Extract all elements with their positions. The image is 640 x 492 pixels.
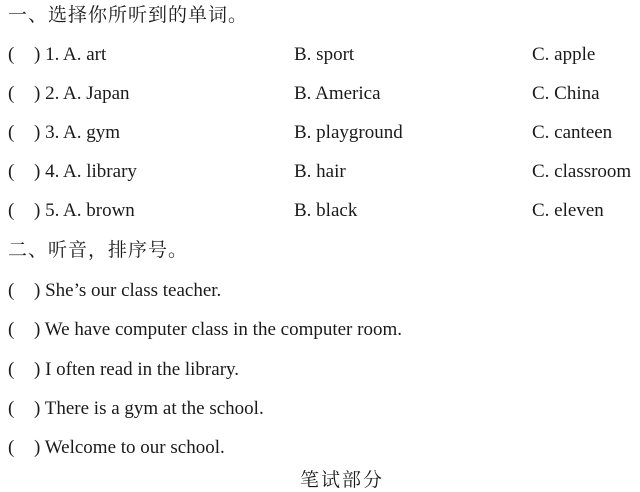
choice-row-4 [8,161,640,183]
choice-row-3 [8,122,640,144]
order-row-2 [8,319,402,341]
choice-row-2-question [8,83,130,105]
answer-blank-close: ) [34,122,41,143]
option-c: C. canteen [532,122,613,143]
answer-blank-close: ) [34,44,41,65]
answer-blank-open: ( [8,319,15,340]
option-a: 5. A. brown [45,200,135,221]
sentence-text: Welcome to our school. [44,437,225,458]
answer-blank-close: ) [34,161,41,182]
answer-blank-close: ) [34,319,41,340]
answer-blank-close: ) [34,280,41,301]
sentence-text: I often read in the library. [45,359,240,380]
choice-row-2 [8,83,640,105]
option-b: B. playground [294,122,403,143]
sentence-text: She’s our class teacher. [45,280,222,301]
answer-blank-close: ) [34,83,41,104]
option-a: 2. A. Japan [45,83,130,104]
sentence-text: There is a gym at the school. [44,398,264,419]
choice-row-3-question [8,122,120,144]
answer-blank-close: ) [34,359,41,380]
option-b: B. America [294,83,381,104]
sentence-text: We have computer class in the computer room. [44,319,402,340]
option-b: B. black [294,200,358,221]
option-c: C. classroom [532,161,632,182]
order-row-5 [8,437,225,459]
order-row-3 [8,359,239,381]
answer-blank-close: ) [34,200,41,221]
option-a: 3. A. gym [45,122,121,143]
section1-heading: 一、选择你所听到的单词。 [8,5,249,26]
answer-blank-open: ( [8,122,15,143]
option-c: C. China [532,83,600,104]
answer-blank-open: ( [8,280,15,301]
option-b: B. sport [294,44,355,65]
written-part-heading: 笔试部分 [300,470,385,491]
choice-row-5-question [8,200,135,222]
answer-blank-open: ( [8,398,15,419]
answer-blank-open: ( [8,44,15,65]
answer-blank-close: ) [34,398,41,419]
section2-heading: 二、听音，排序号。 [8,240,189,261]
answer-blank-close: ) [34,437,41,458]
answer-blank-open: ( [8,161,15,182]
option-a: 4. A. library [45,161,137,182]
option-a: 1. A. art [45,44,107,65]
choice-row-1-question [8,44,106,66]
answer-blank-open: ( [8,83,15,104]
choice-row-4-question [8,161,137,183]
answer-blank-open: ( [8,200,15,221]
choice-row-1 [8,44,640,66]
order-row-1 [8,280,221,302]
option-c: C. apple [532,44,596,65]
choice-row-5 [8,200,640,222]
order-row-4 [8,398,264,420]
option-c: C. eleven [532,200,604,221]
option-b: B. hair [294,161,346,182]
answer-blank-open: ( [8,359,15,380]
answer-blank-open: ( [8,437,15,458]
